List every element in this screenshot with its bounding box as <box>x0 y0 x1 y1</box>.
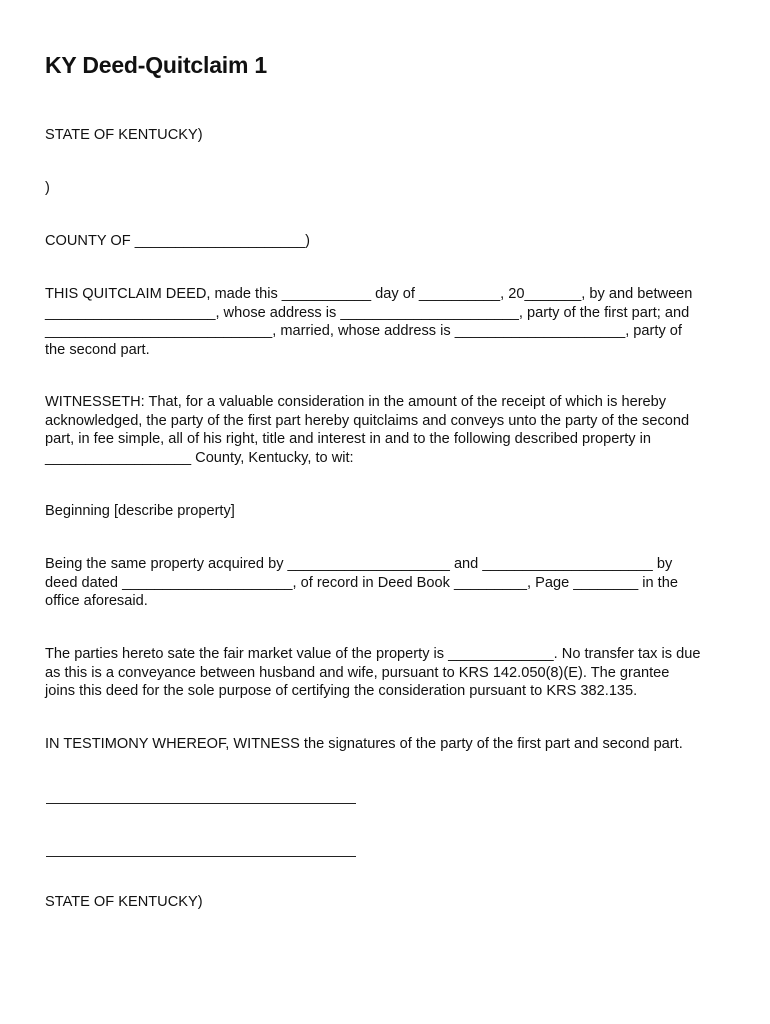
intro-line: THIS QUITCLAIM DEED, made this ___________ day of __________, 20_______, by and between <box>45 286 693 302</box>
parties-line: joins this deed for the sole purpose of certifying the consideration pursuant to KRS 382.135. <box>45 683 638 700</box>
being-same-paragraph <box>45 555 735 611</box>
witnesseth-line: part, in fee simple, all of his right, title and interest in and to the following described property in <box>45 431 651 448</box>
intro-line: _____________________, whose address is ______________________, party of the first part; and <box>45 304 690 321</box>
paren-line: ) <box>45 180 50 196</box>
being-same-line: deed dated _____________________, of record in Deed Book _________, Page ________ in the <box>45 574 678 591</box>
beginning-line: Beginning [describe property] <box>45 503 235 519</box>
parties-paragraph <box>45 645 735 701</box>
witnesseth-line: acknowledged, the party of the first part hereby quitclaims and conveys unto the party of the second <box>45 412 690 429</box>
parties-line: as this is a conveyance between husband and wife, pursuant to KRS 142.050(8)(E). The grantee <box>45 664 670 681</box>
being-same-line: Being the same property acquired by ____________________ and _____________________ by <box>45 556 673 572</box>
witnesseth-paragraph <box>45 393 735 467</box>
signature-line-second <box>46 856 356 857</box>
state-line-bottom: STATE OF KENTUCKY) <box>45 894 203 910</box>
county-line: COUNTY OF _____________________) <box>45 233 311 249</box>
document-title: KY Deed-Quitclaim 1 <box>45 52 268 78</box>
testimony-line: IN TESTIMONY WHEREOF, WITNESS the signatures of the party of the first part and second part. <box>45 736 683 752</box>
intro-paragraph <box>45 285 735 359</box>
signature-line-first <box>46 803 356 804</box>
intro-line: ____________________________, married, whose address is _____________________, party of <box>45 323 682 340</box>
witnesseth-line: __________________ County, Kentucky, to wit: <box>45 449 354 466</box>
witnesseth-line: WITNESSETH: That, for a valuable consideration in the amount of the receipt of which is hereby <box>45 394 667 410</box>
being-same-line: office aforesaid. <box>45 593 148 610</box>
state-line-top: STATE OF KENTUCKY) <box>45 127 203 143</box>
intro-line: the second part. <box>45 341 150 358</box>
parties-line: The parties hereto sate the fair market value of the property is _____________. No transfer tax is due <box>45 646 701 662</box>
